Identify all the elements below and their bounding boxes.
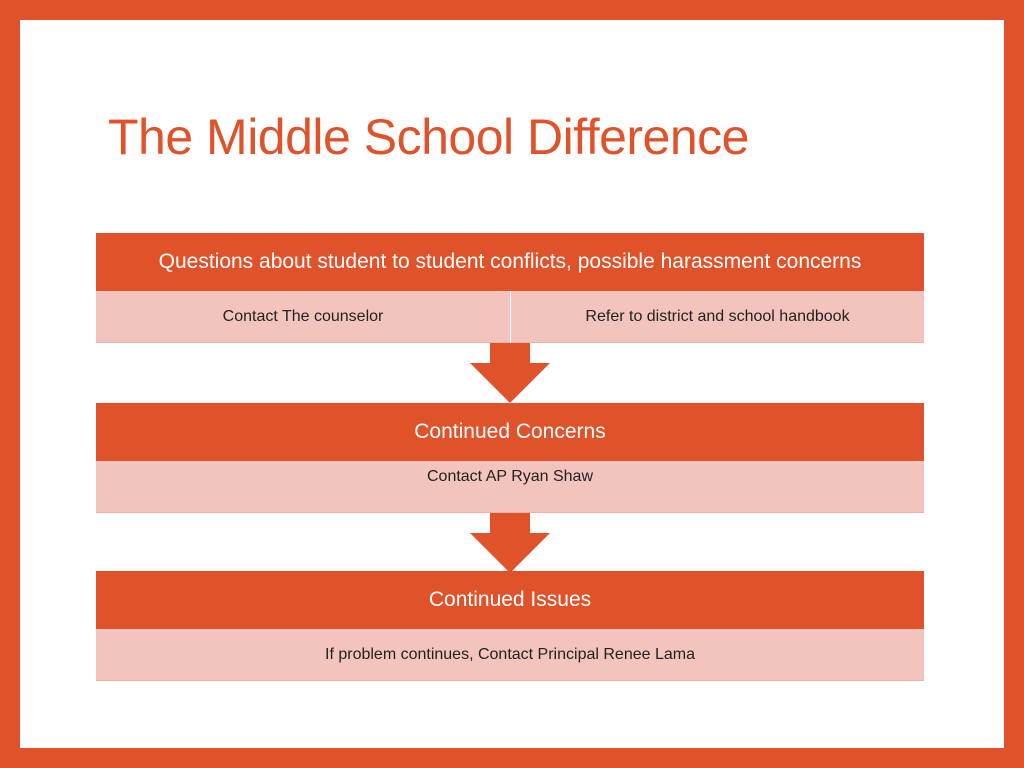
page-title: The Middle School Difference (108, 109, 749, 165)
down-arrow-icon (470, 343, 550, 403)
slide (20, 20, 1004, 748)
step2-header: Continued Concerns (96, 403, 924, 461)
step3-body (96, 629, 924, 681)
step3-header: Continued Issues (96, 571, 924, 629)
step1-body (96, 291, 924, 343)
step2-body-text: Contact AP Ryan Shaw (426, 468, 594, 485)
step1-right-cell: Refer to district and school handbook (585, 308, 850, 325)
step2-body (96, 461, 924, 513)
step1-header: Questions about student to student conflicts, possible harassment concerns (96, 233, 924, 291)
down-arrow-icon (470, 513, 550, 573)
step3-body-text: If problem continues, Contact Principal Renee Lama (325, 646, 695, 663)
step1-left-cell: Contact The counselor (96, 291, 511, 343)
